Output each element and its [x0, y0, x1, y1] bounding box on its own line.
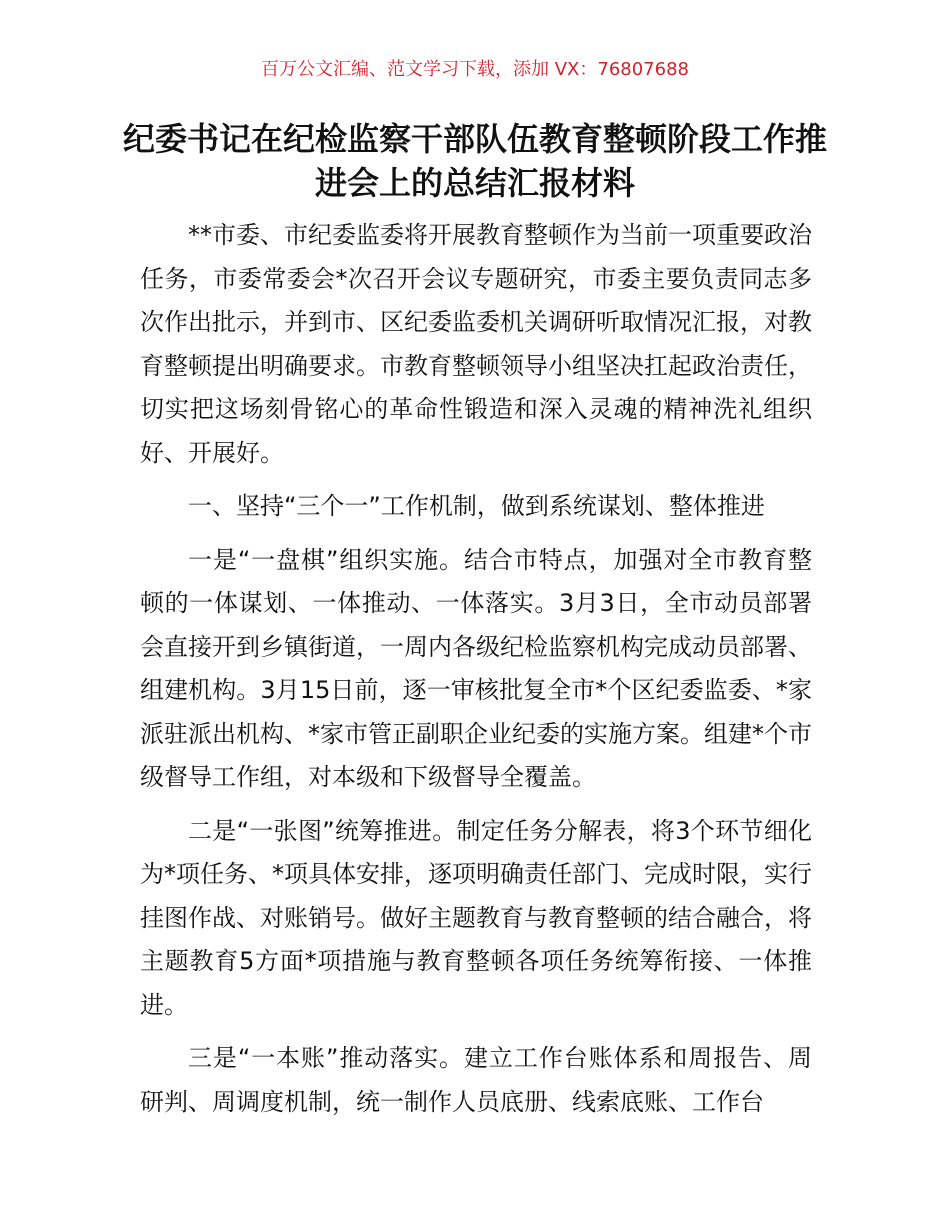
paragraph-yipanqi: 一是“一盘棋”组织实施。结合市特点，加强对全市教育整顿的一体谋划、一体推动、一体落实。3月3日，全市动员部署会直接开到乡镇街道，一周内各级纪检监察机构完成动员部署、组建机构。3月15日前，逐一审核批复全市*个区纪委监委、*家派驻派出机构、*家市管正副职企业纪委的实施方案。组建*个市级督导工作组，对本级和下级督导全覆盖。	[140, 545, 812, 791]
document-body	[140, 214, 812, 1134]
paragraph-yibenzhang: 三是“一本账”推动落实。建立工作台账体系和周报告、周研判、周调度机制，统一制作人员底册、线索底账、工作台	[140, 1044, 812, 1116]
paragraph-yizhangtu: 二是“一张图”统筹推进。制定任务分解表，将3个环节细化为*项任务、*项具体安排，逐项明确责任部门、完成时限，实行挂图作战、对账销号。做好主题教育与教育整顿的结合融合，将主题教育5方面*项措施与教育整顿各项任务统筹衔接、一体推进。	[140, 816, 812, 1019]
intro-paragraph: **市委、市纪委监委将开展教育整顿作为当前一项重要政治任务，市委常委会*次召开会议专题研究，市委主要负责同志多次作出批示，并到市、区纪委监委机关调研听取情况汇报，对教育整顿提出明确要求。市教育整顿领导小组坚决扛起政治责任，切实把这场刻骨铭心的革命性锻造和深入灵魂的精神洗礼组织好、开展好。	[140, 221, 812, 467]
document-title: 纪委书记在纪检监察干部队伍教育整顿阶段工作推进会上的总结汇报材料	[122, 120, 827, 202]
header-watermark: 百万公文汇编、范文学习下载，添加 VX：76807688	[261, 59, 689, 80]
section-heading-1: 一、坚持“三个一”工作机制，做到系统谋划、整体推进	[188, 492, 765, 520]
